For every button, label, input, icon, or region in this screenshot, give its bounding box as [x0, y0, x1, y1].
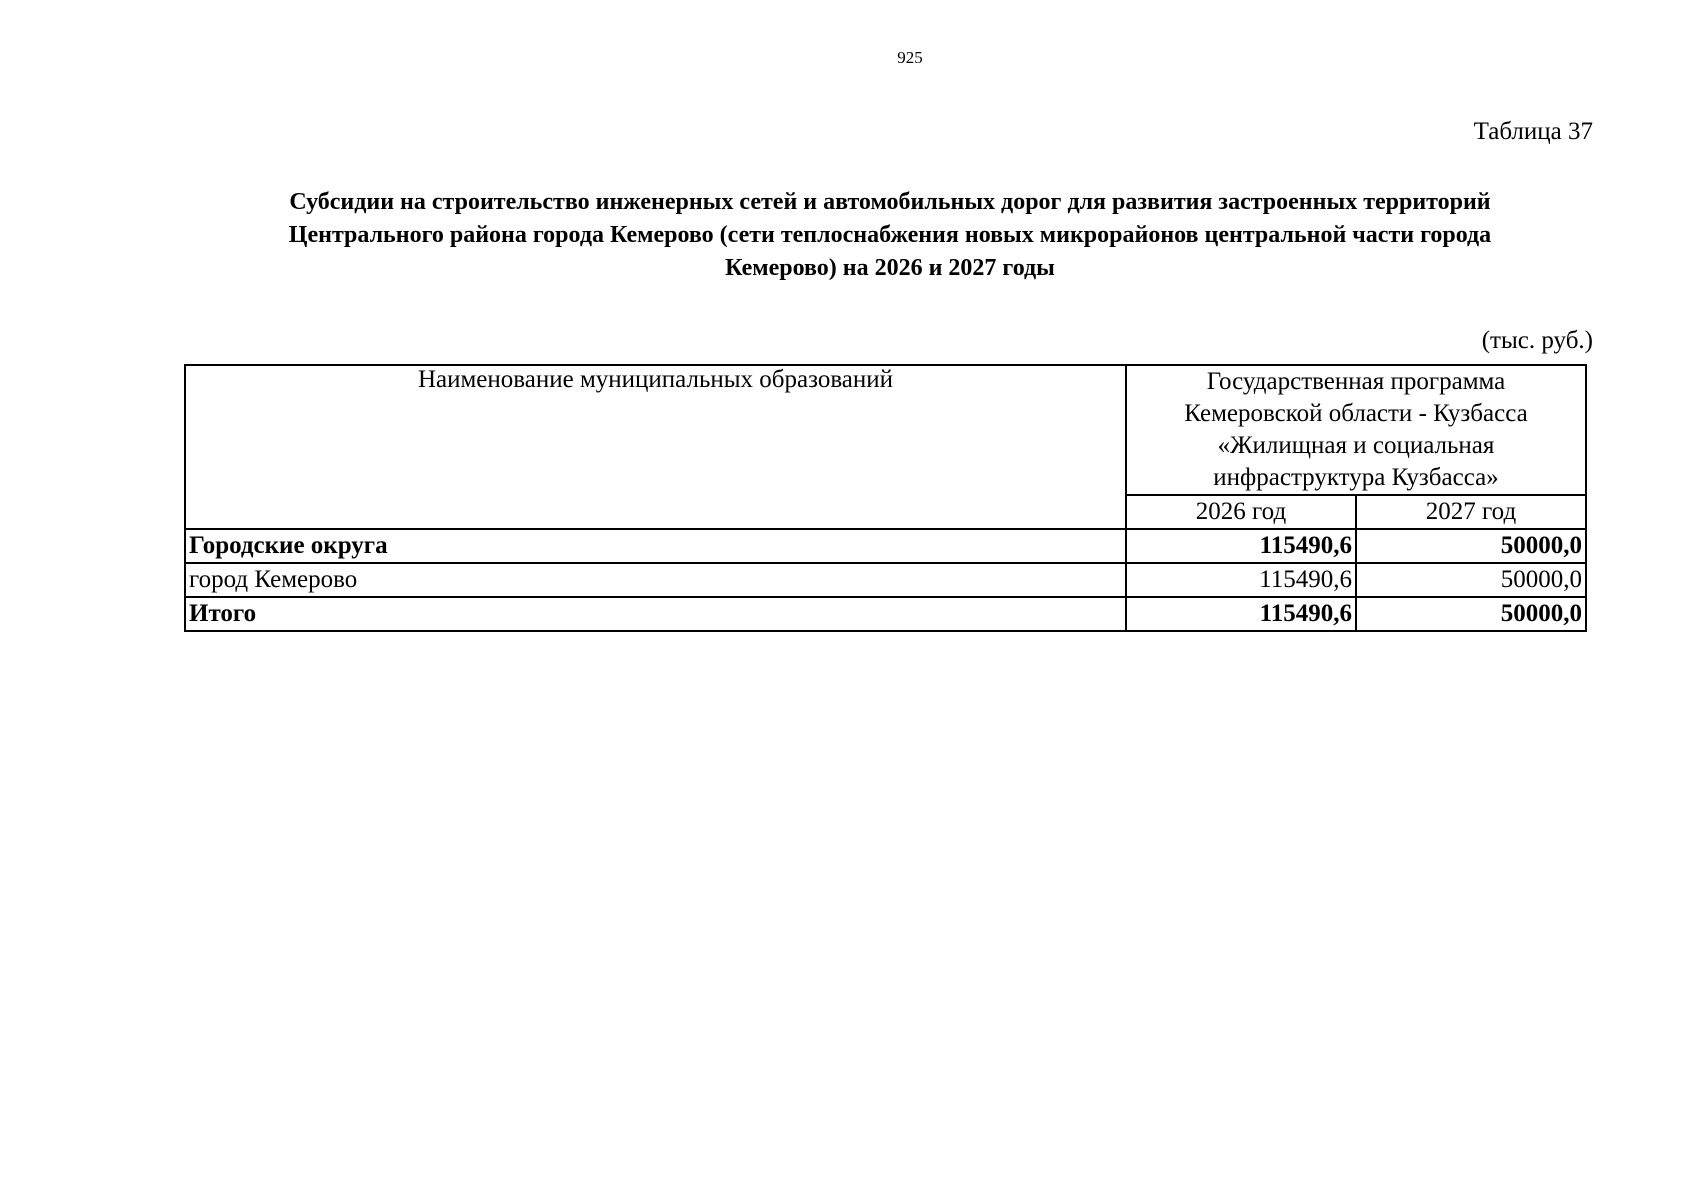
total-row [185, 597, 1586, 631]
header-year-2026: 2026 год [1126, 495, 1356, 529]
row-value-2026: 115490,6 [1126, 597, 1356, 631]
title-line-2: Центрального района города Кемерово (сети теплоснабжения новых микрорайонов центральной части города [288, 222, 1492, 248]
table-row [185, 563, 1586, 597]
row-name: город Кемерово [185, 563, 1126, 597]
subsidies-table [184, 364, 1587, 632]
table-row [185, 529, 1586, 563]
row-name: Городские округа [185, 529, 1126, 563]
header-row [185, 365, 1586, 495]
row-value-2026: 115490,6 [1126, 563, 1356, 597]
row-value-2027: 50000,0 [1356, 563, 1586, 597]
row-value-2026: 115490,6 [1126, 529, 1356, 563]
row-value-2027: 50000,0 [1356, 597, 1586, 631]
row-name: Итого [185, 597, 1126, 631]
program-line-2: Кемеровской области - Кузбасса [1184, 400, 1528, 427]
header-year-2027: 2027 год [1356, 495, 1586, 529]
title-line-1: Субсидии на строительство инженерных сетей и автомобильных дорог для развития застроенных территорий [289, 189, 1491, 215]
page-number: 925 [897, 48, 923, 67]
header-municipality-name: Наименование муниципальных образований [185, 365, 1126, 529]
program-line-1: Государственная программа [1206, 368, 1506, 395]
table-label: Таблица 37 [1473, 118, 1593, 145]
units-note: (тыс. руб.) [1481, 327, 1593, 354]
program-line-3: «Жилищная и социальная [1217, 432, 1495, 459]
header-program [1126, 365, 1586, 495]
document-title [190, 186, 1590, 285]
row-value-2027: 50000,0 [1356, 529, 1586, 563]
program-line-4: инфраструктура Кузбасса» [1213, 464, 1499, 491]
title-line-3: Кемерово) на 2026 и 2027 годы [725, 255, 1055, 281]
